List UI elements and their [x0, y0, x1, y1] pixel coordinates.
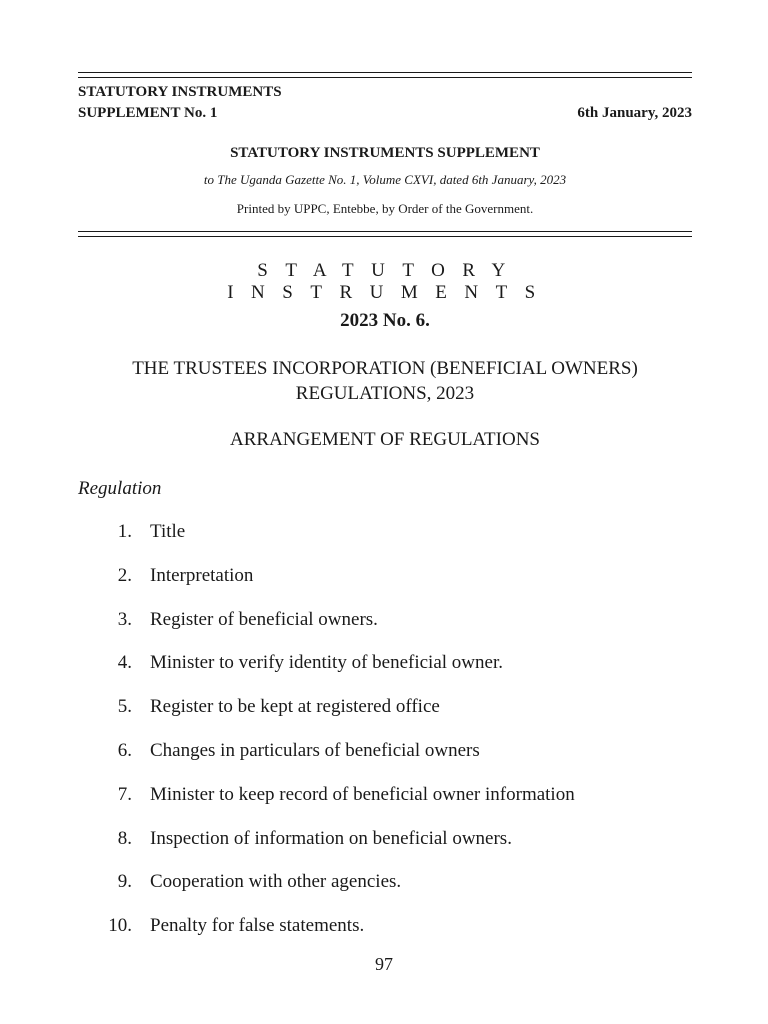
regulations-title-line1: THE TRUSTEES INCORPORATION (BENEFICIAL OWNERS)	[132, 358, 638, 379]
mid-rule-2	[78, 236, 692, 237]
item-number: 9.	[117, 871, 132, 893]
regulations-title-line2: REGULATIONS, 2023	[295, 383, 475, 404]
item-text: Inspection of information on beneficial owners.	[150, 827, 512, 849]
item-number: 8.	[117, 827, 132, 849]
top-rule-2	[78, 77, 692, 78]
page-number: 97	[375, 954, 393, 974]
header-line-1	[78, 83, 692, 101]
arrangement-heading: ARRANGEMENT OF REGULATIONS	[230, 429, 540, 450]
item-number: 7.	[117, 783, 132, 805]
item-text: Penalty for false statements.	[150, 915, 365, 937]
instrument-number: 2023 No. 6.	[340, 310, 430, 331]
header-left-line1: STATUTORY INSTRUMENTS	[78, 84, 282, 100]
list-item	[78, 695, 692, 739]
list-item	[78, 914, 692, 958]
list-item	[78, 827, 692, 871]
statutory-instruments-heading: STATUTORY INSTRUMENTS	[227, 260, 553, 303]
regulation-column-label: Regulation	[78, 478, 162, 499]
header-line-2	[78, 104, 692, 122]
item-text: Register to be kept at registered office	[150, 696, 440, 718]
mid-rule-1	[78, 231, 692, 232]
item-text: Minister to keep record of beneficial owner information	[150, 783, 575, 805]
header-date: 6th January, 2023	[577, 105, 692, 121]
list-item	[78, 651, 692, 695]
item-text: Interpretation	[150, 564, 254, 586]
item-text: Register of beneficial owners.	[150, 608, 378, 630]
list-item	[78, 870, 692, 914]
item-number: 4.	[117, 652, 132, 674]
list-item	[78, 520, 692, 564]
item-number: 3.	[117, 608, 132, 630]
list-item	[78, 783, 692, 827]
regulation-list	[78, 520, 692, 958]
supplement-printed-by: Printed by UPPC, Entebbe, by Order of the Government.	[236, 201, 534, 216]
item-number: 1.	[117, 521, 132, 542]
item-number: 2.	[117, 564, 132, 586]
list-item	[78, 739, 692, 783]
item-text: Title	[150, 521, 186, 542]
item-text: Cooperation with other agencies.	[150, 871, 402, 893]
item-text: Minister to verify identity of beneficial owner.	[150, 652, 503, 674]
list-item	[78, 564, 692, 608]
item-text: Changes in particulars of beneficial owners	[150, 739, 480, 761]
item-number: 6.	[117, 739, 132, 761]
item-number: 10.	[108, 915, 132, 937]
item-number: 5.	[117, 696, 132, 718]
supplement-title: STATUTORY INSTRUMENTS SUPPLEMENT	[230, 145, 540, 161]
top-rule-1	[78, 72, 692, 73]
list-item	[78, 608, 692, 652]
header-left-line2: SUPPLEMENT No. 1	[78, 105, 218, 121]
supplement-subtitle: to The Uganda Gazette No. 1, Volume CXVI, dated 6th January, 2023	[203, 172, 567, 187]
